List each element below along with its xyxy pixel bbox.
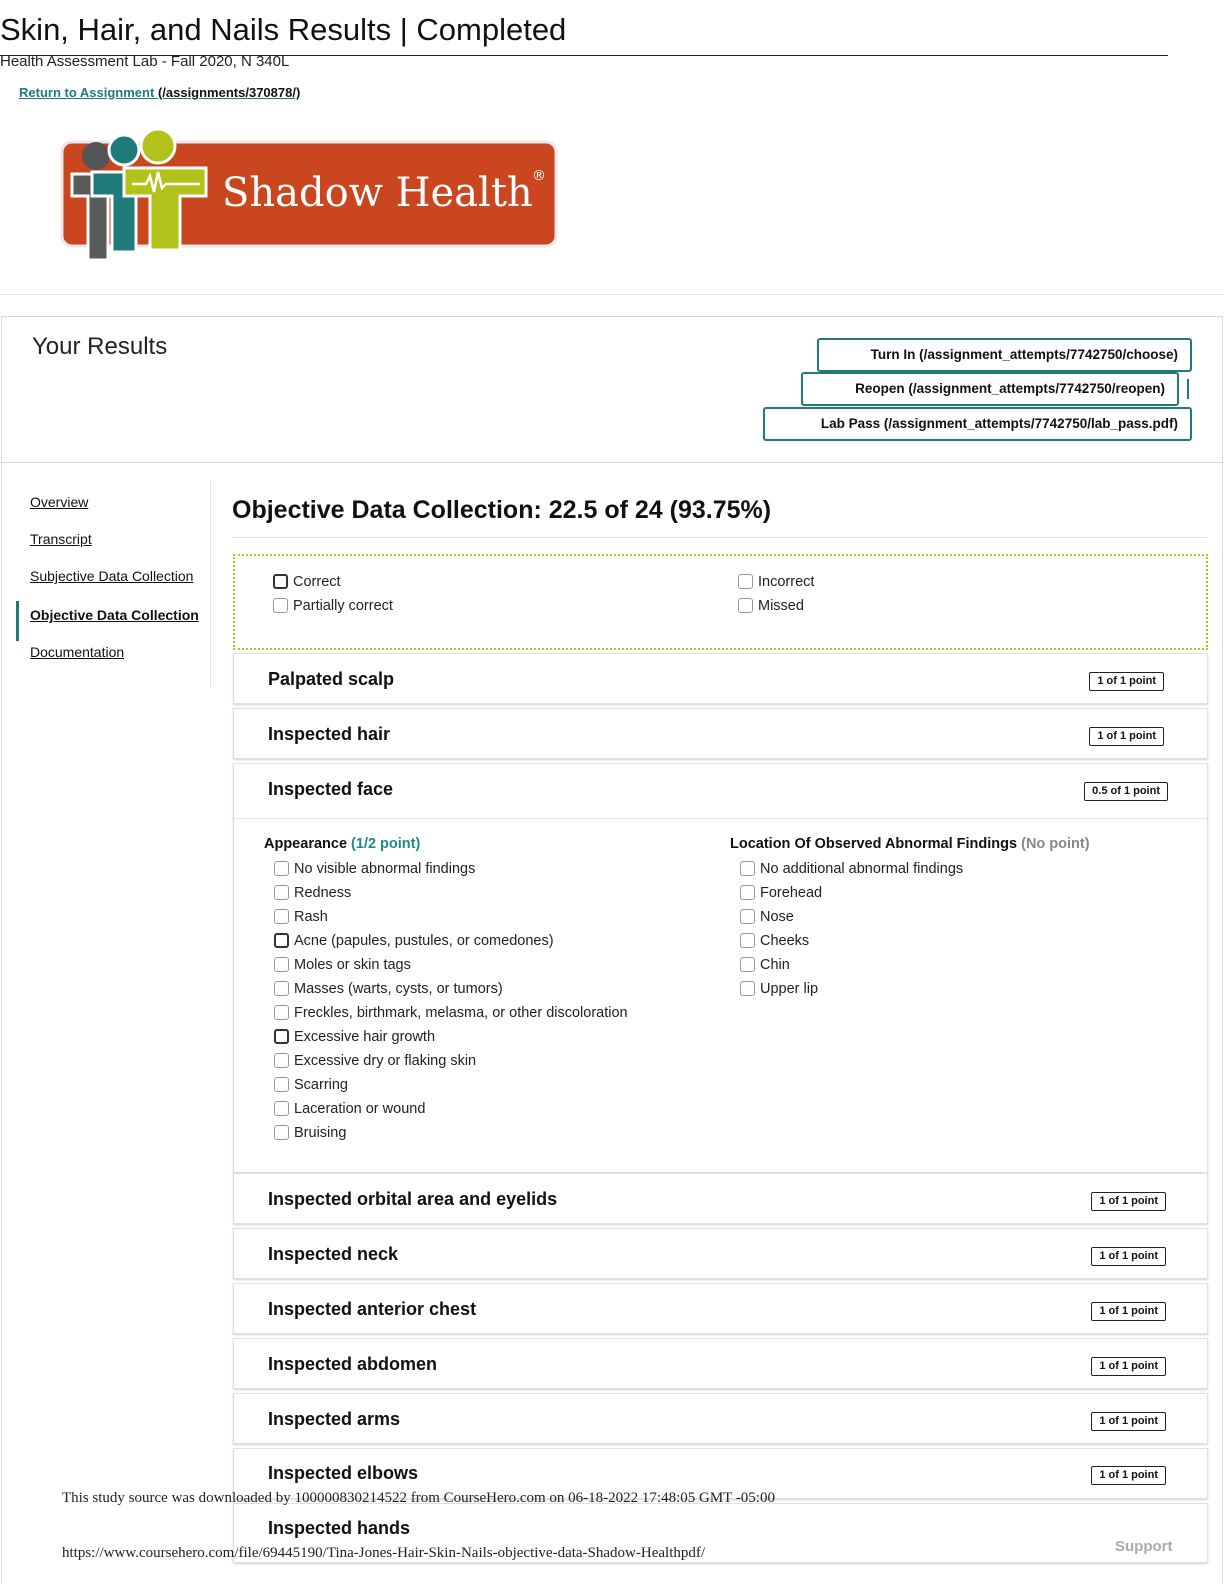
checkbox-icon: [274, 909, 289, 924]
checkbox-icon: [274, 1029, 289, 1044]
legend-partially-correct: Partially correct: [273, 598, 393, 614]
legend-incorrect: Incorrect: [738, 574, 814, 590]
appearance-option: Acne (papules, pustules, or comedones): [274, 933, 554, 949]
appearance-option: Masses (warts, cysts, or tumors): [274, 981, 503, 997]
appearance-option: Rash: [274, 909, 328, 925]
checkbox-icon: [738, 574, 753, 589]
side-nav: [16, 480, 211, 688]
result-item-title: Inspected face: [268, 779, 394, 799]
result-item-expanded[interactable]: [233, 763, 1208, 1173]
checkbox-icon: [740, 909, 755, 924]
appearance-option: Moles or skin tags: [274, 957, 411, 973]
header-divider: [0, 294, 1224, 295]
result-item[interactable]: [233, 653, 1208, 704]
appearance-option: Excessive dry or flaking skin: [274, 1053, 476, 1069]
checkbox-icon: [740, 957, 755, 972]
checkbox-icon: [274, 861, 289, 876]
section-title: Objective Data Collection: 22.5 of 24 (93.75%): [232, 496, 772, 524]
appearance-option: Freckles, birthmark, melasma, or other discoloration: [274, 1005, 628, 1021]
result-item-title: Inspected hair: [268, 724, 391, 744]
checkbox-icon: [273, 598, 288, 613]
checkbox-icon: [274, 1005, 289, 1020]
appearance-heading: Appearance (1/2 point): [264, 836, 421, 852]
score-badge: 1 of 1 point: [1091, 1412, 1166, 1431]
appearance-option: Laceration or wound: [274, 1101, 425, 1117]
svg-text:®: ®: [532, 168, 546, 184]
course-name: Health Assessment Lab - Fall 2020, N 340L: [0, 53, 290, 70]
nav-item-objective-data[interactable]: Objective Data Collection: [30, 607, 199, 623]
result-item[interactable]: [233, 1338, 1208, 1389]
score-badge: 1 of 1 point: [1091, 1192, 1166, 1211]
nav-item-overview[interactable]: Overview: [30, 494, 89, 510]
checkbox-icon: [274, 981, 289, 996]
location-option: Cheeks: [740, 933, 809, 949]
result-item-title: Palpated scalp: [268, 669, 395, 689]
results-header-divider: [1, 462, 1223, 463]
appearance-option: Excessive hair growth: [274, 1029, 435, 1045]
section-divider: [232, 537, 1207, 538]
checkbox-icon: [740, 981, 755, 996]
location-option: Upper lip: [740, 981, 818, 997]
score-badge: 1 of 1 point: [1091, 1357, 1166, 1376]
appearance-option: Redness: [274, 885, 351, 901]
result-item-title: Inspected orbital area and eyelids: [268, 1189, 558, 1209]
score-badge: 1 of 1 point: [1091, 1302, 1166, 1321]
result-item[interactable]: [233, 708, 1208, 759]
score-badge: 0.5 of 1 point: [1084, 782, 1168, 801]
result-item[interactable]: [233, 1228, 1208, 1279]
result-item-title: Inspected arms: [268, 1409, 401, 1429]
return-link-path[interactable]: (/assignments/370878/): [157, 85, 301, 100]
nav-item-transcript[interactable]: Transcript: [30, 531, 92, 547]
page-title: Skin, Hair, and Nails Results | Completed: [0, 12, 567, 47]
location-heading: Location Of Observed Abnormal Findings (No point): [730, 836, 1090, 852]
result-item-title: Inspected anterior chest: [268, 1299, 477, 1319]
checkbox-icon: [274, 933, 289, 948]
checkbox-icon: [274, 1101, 289, 1116]
location-option: Forehead: [740, 885, 822, 901]
turn-in-button[interactable]: Turn In (/assignment_attempts/7742750/choose): [817, 338, 1192, 372]
svg-text:Shadow Health: Shadow Health: [222, 170, 533, 216]
result-item[interactable]: [233, 1393, 1208, 1444]
legend: [233, 554, 1208, 650]
result-item[interactable]: [233, 1173, 1208, 1224]
score-badge: 1 of 1 point: [1089, 672, 1164, 691]
reopen-button[interactable]: Reopen (/assignment_attempts/7742750/reopen): [801, 372, 1179, 406]
appearance-option: No visible abnormal findings: [274, 861, 475, 877]
lab-pass-button[interactable]: Lab Pass (/assignment_attempts/7742750/lab_pass.pdf): [763, 407, 1192, 441]
card-divider: [234, 818, 1207, 819]
nav-active-indicator: [16, 601, 19, 641]
checkbox-icon: [274, 957, 289, 972]
checkbox-icon: [740, 933, 755, 948]
shadow-health-logo: [58, 128, 558, 269]
checkbox-icon: [738, 598, 753, 613]
checkbox-icon: [274, 885, 289, 900]
legend-correct: Correct: [273, 574, 341, 590]
checkbox-icon: [740, 861, 755, 876]
return-link-label[interactable]: Return to Assignment: [19, 85, 155, 100]
score-badge: 1 of 1 point: [1091, 1247, 1166, 1266]
checkbox-icon: [274, 1077, 289, 1092]
result-item[interactable]: [233, 1283, 1208, 1334]
legend-missed: Missed: [738, 598, 804, 614]
result-item-title: Inspected abdomen: [268, 1354, 438, 1374]
checkbox-icon: [274, 1053, 289, 1068]
result-item-title: Inspected neck: [268, 1244, 399, 1264]
checkbox-icon: [740, 885, 755, 900]
checkbox-icon: [273, 574, 288, 589]
results-heading: Your Results: [32, 333, 168, 360]
download-note: This study source was downloaded by 100000830214522 from CourseHero.com on 06-18-2022 17:48:05 GMT -05:00: [62, 1490, 775, 1506]
result-item-title: Inspected elbows: [268, 1463, 419, 1483]
source-url: https://www.coursehero.com/file/69445190/Tina-Jones-Hair-Skin-Nails-objective-data-Shadow-Healthpdf/: [62, 1545, 706, 1561]
nav-item-subjective-data[interactable]: Subjective Data Collection: [30, 568, 194, 584]
return-to-assignment-link[interactable]: [19, 85, 300, 100]
nav-item-documentation[interactable]: Documentation: [30, 644, 125, 660]
support-button[interactable]: Support: [1115, 1538, 1173, 1555]
checkbox-icon: [274, 1125, 289, 1140]
location-option: Chin: [740, 957, 790, 973]
result-item-title: Inspected hands: [268, 1518, 411, 1538]
location-option: Nose: [740, 909, 794, 925]
appearance-option: Scarring: [274, 1077, 348, 1093]
location-option: No additional abnormal findings: [740, 861, 963, 877]
appearance-option: Bruising: [274, 1125, 346, 1141]
score-badge: 1 of 1 point: [1091, 1466, 1166, 1485]
reopen-button-edge: [1187, 379, 1189, 399]
score-badge: 1 of 1 point: [1089, 727, 1164, 746]
